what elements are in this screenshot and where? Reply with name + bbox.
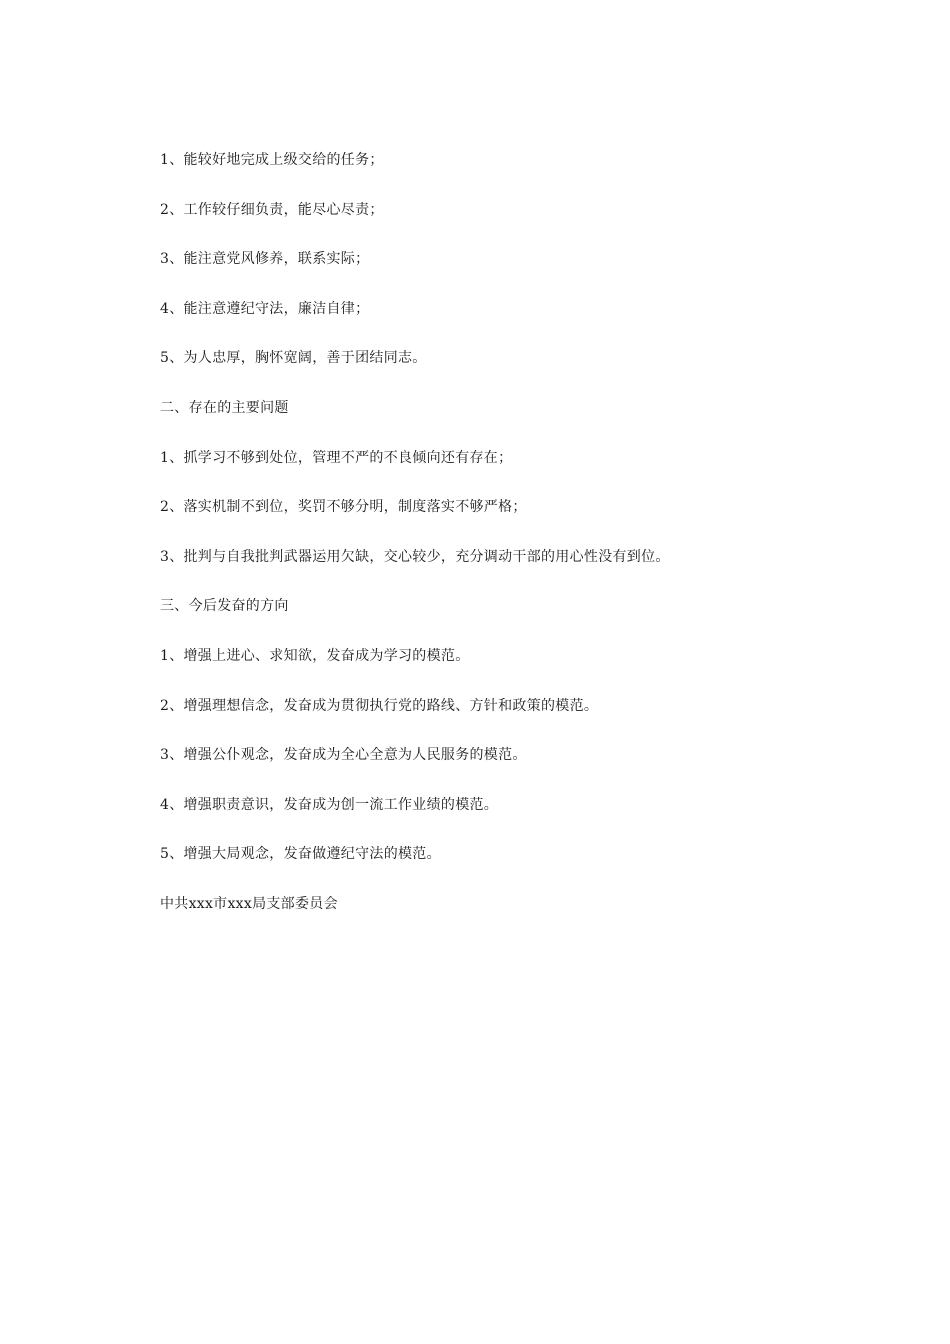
direction-item-1: 1、增强上进心、求知欲，发奋成为学习的模范。 <box>160 647 470 664</box>
strength-item-5: 5、为人忠厚，胸怀宽阔，善于团结同志。 <box>160 350 427 367</box>
document-body <box>160 150 880 944</box>
problem-item-1: 1、抓学习不够到处位，管理不严的不良倾向还有存在； <box>160 449 513 466</box>
direction-item-4: 4、增强职责意识，发奋成为创一流工作业绩的模范。 <box>160 796 499 813</box>
section-heading-direction: 三、今后发奋的方向 <box>160 598 289 615</box>
strength-item-1: 1、能较好地完成上级交给的任务； <box>160 152 384 168</box>
strength-item-3: 3、能注意党风修养，联系实际； <box>160 251 370 268</box>
direction-item-3: 3、增强公仆观念，发奋成为全心全意为人民服务的模范。 <box>160 747 527 764</box>
problem-item-3: 3、批判与自我批判武器运用欠缺，交心较少，充分调动干部的用心性没有到位。 <box>160 548 670 565</box>
direction-item-5: 5、增强大局观念，发奋做遵纪守法的模范。 <box>160 846 441 863</box>
direction-item-2: 2、增强理想信念，发奋成为贯彻执行党的路线、方针和政策的模范。 <box>160 697 599 714</box>
problem-item-2: 2、落实机制不到位，奖罚不够分明，制度落实不够严格； <box>160 499 527 516</box>
strength-item-4: 4、能注意遵纪守法，廉洁自律； <box>160 300 370 317</box>
section-heading-problems: 二、存在的主要问题 <box>160 399 289 416</box>
strength-item-2: 2、工作较仔细负责，能尽心尽责； <box>160 201 384 218</box>
signature-organization: 中共xxx市xxx局支部委员会 <box>160 895 338 912</box>
